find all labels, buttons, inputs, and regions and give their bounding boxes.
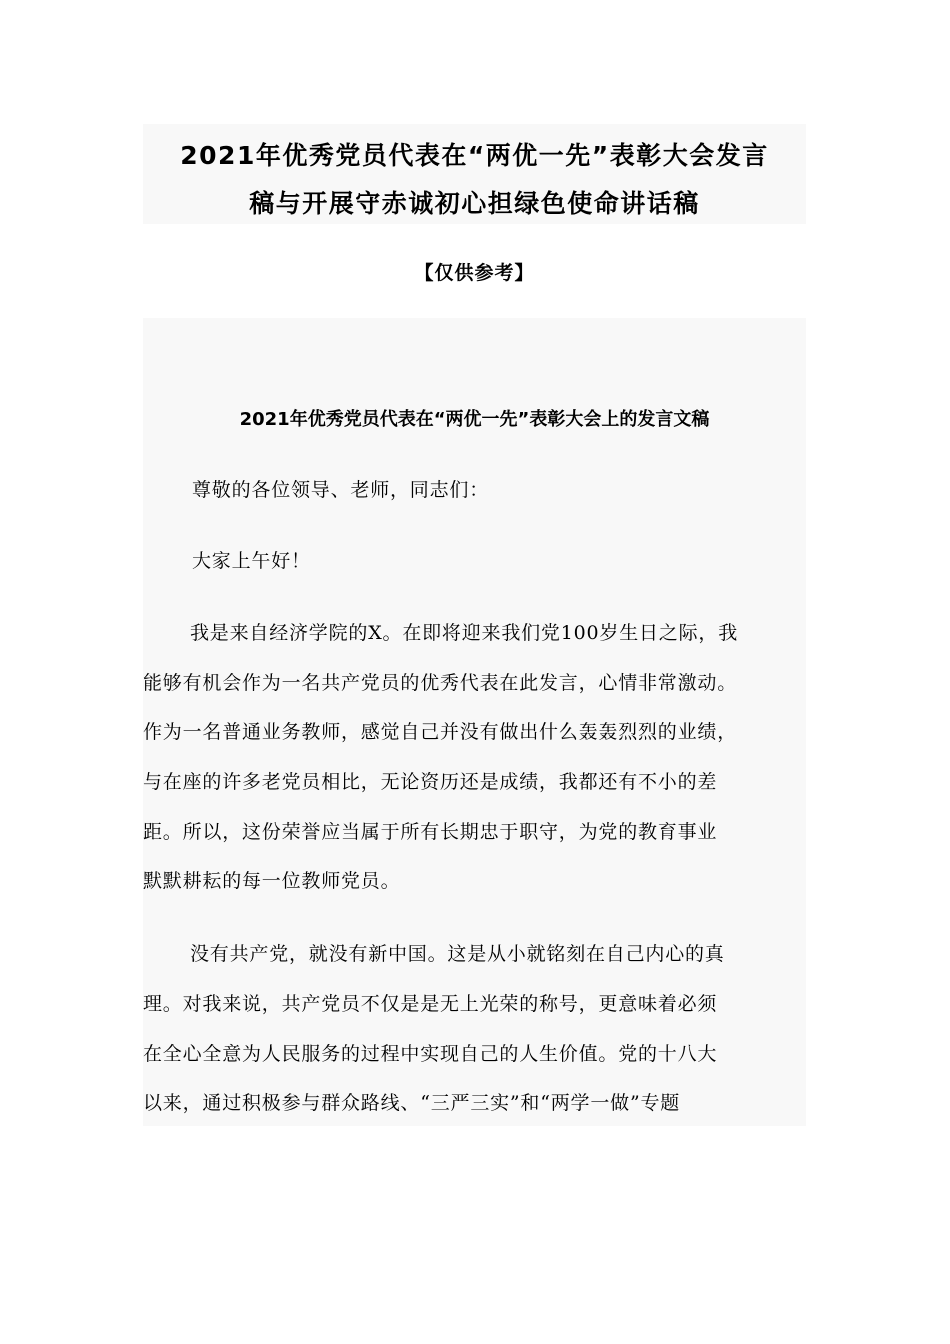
- paragraph-1-line-5: 距。所以，这份荣誉应当属于所有长期忠于职守，为党的教育事业: [143, 821, 718, 843]
- paragraph-2-line-2: 理。对我来说，共产党员不仅是是无上光荣的称号，更意味着必须: [143, 993, 718, 1015]
- salutation: 大家上午好！: [192, 550, 311, 572]
- document-title-line-1: 2021年优秀党员代表在“两优一先”表彰大会发言: [180, 141, 769, 170]
- document-title-line-2: 稿与开展守赤诚初心担绿色使命讲话稿: [249, 189, 700, 218]
- paragraph-1-line-1: 我是来自经济学院的X。在即将迎来我们党100岁生日之际，我: [190, 622, 738, 644]
- title-block: [143, 124, 806, 224]
- paragraph-1-line-2: 能够有机会作为一名共产党员的优秀代表在此发言，心情非常激动。: [143, 672, 738, 694]
- paragraph-2-line-4: 以来，通过积极参与群众路线、“三严三实”和“两学一做”专题: [143, 1092, 681, 1114]
- paragraph-2-line-3: 在全心全意为人民服务的过程中实现自己的人生价值。党的十八大: [143, 1043, 718, 1065]
- speech-title: 2021年优秀党员代表在“两优一先”表彰大会上的发言文稿: [239, 409, 710, 430]
- paragraph-1-line-3: 作为一名普通业务教师，感觉自己并没有做出什么轰轰烈烈的业绩，: [143, 721, 738, 743]
- paragraph-2-line-1: 没有共产党，就没有新中国。这是从小就铭刻在自己内心的真: [190, 943, 725, 965]
- reference-note: 【仅供参考】: [414, 262, 535, 284]
- greeting: 尊敬的各位领导、老师，同志们：: [192, 479, 490, 501]
- paragraph-1-line-4: 与在座的许多老党员相比，无论资历还是成绩，我都还有不小的差: [143, 771, 718, 793]
- paragraph-1-line-6: 默默耕耘的每一位教师党员。: [143, 870, 401, 892]
